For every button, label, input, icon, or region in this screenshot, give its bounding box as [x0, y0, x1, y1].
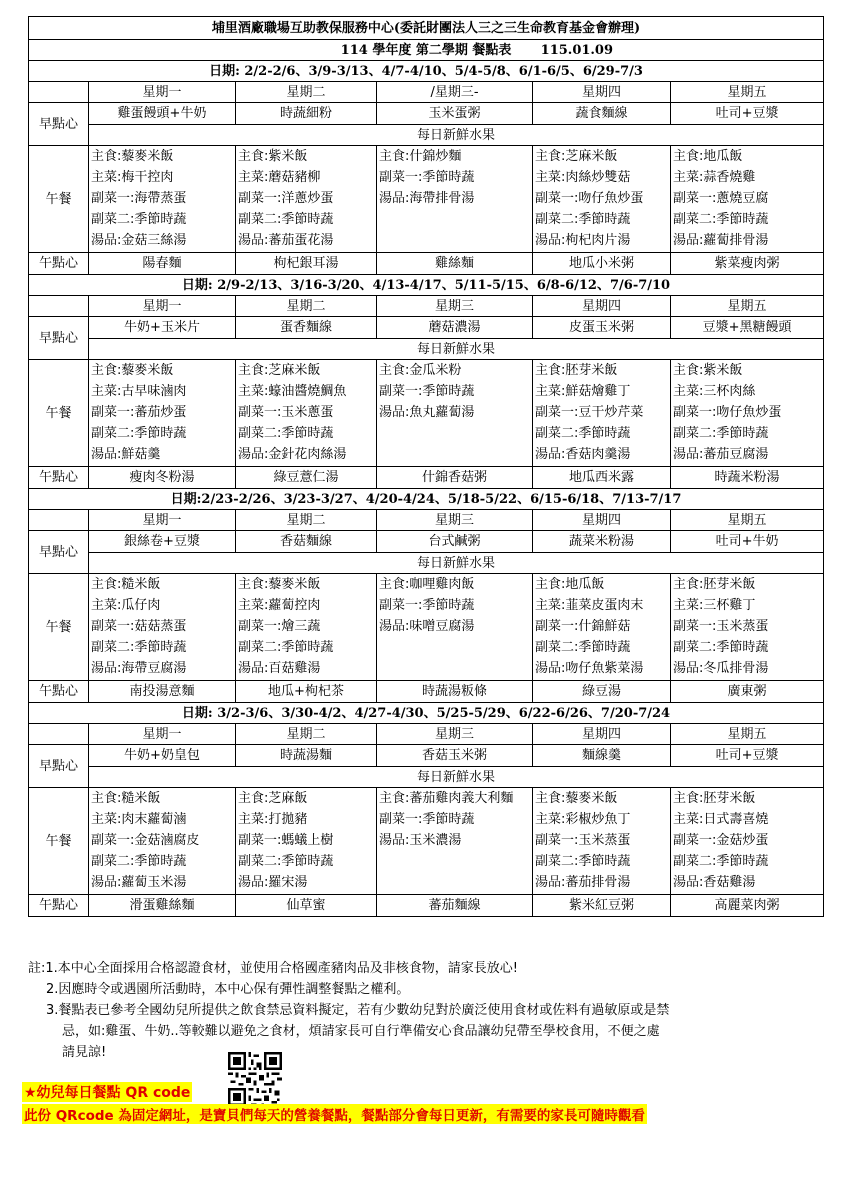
snack-item: 廣東粥: [671, 681, 824, 703]
corner-cell: [29, 724, 89, 745]
lunch-dish: 副菜一:季節時蔬: [379, 384, 475, 399]
breakfast-item: 香菇玉米粥: [377, 745, 533, 767]
lunch-dish: 主菜:肉末蘿蔔滷: [91, 812, 187, 827]
lunch-dish: 副菜一:金菇炒蛋: [673, 833, 769, 848]
lunch-cell: [671, 574, 824, 681]
lunch-dish: 湯品:金針花肉絲湯: [238, 447, 347, 462]
lunch-dish: 主菜:蒜香燒雞: [673, 170, 756, 185]
lunch-label: 午餐: [29, 146, 89, 253]
day-header: /星期三-: [377, 82, 533, 103]
lunch-dish: 副菜一:玉米蒸蛋: [673, 619, 769, 634]
breakfast-item: 吐司+豆漿: [671, 745, 824, 767]
lunch-dish: 主食:地瓜飯: [535, 577, 605, 592]
breakfast-item: 吐司+豆漿: [671, 103, 824, 125]
lunch-dish: 主食:藜麥米飯: [535, 791, 618, 806]
breakfast-item: 時蔬細粉: [236, 103, 377, 125]
day-header: 星期一: [89, 724, 236, 745]
breakfast-item: 吐司+牛奶: [671, 531, 824, 553]
lunch-dish: 主菜:韮菜皮蛋肉末: [535, 598, 644, 613]
lunch-cell: [671, 146, 824, 253]
day-header: 星期四: [533, 296, 671, 317]
lunch-dish: 副菜二:季節時蔬: [238, 426, 334, 441]
snack-item: 綠豆薏仁湯: [236, 467, 377, 489]
snack-item: 陽春麵: [89, 253, 236, 275]
qr-code-icon[interactable]: [228, 1052, 282, 1106]
lunch-dish: 副菜二:季節時蔬: [238, 212, 334, 227]
week-dates: 日期:2/23-2/26、3/23-3/27、4/20-4/24、5/18-5/22、6/15-6/18、7/13-7/17: [29, 489, 824, 510]
lunch-dish: 湯品:蕃茄豆腐湯: [673, 447, 769, 462]
lunch-dish: 副菜二:季節時蔬: [673, 212, 769, 227]
snack-item: 什錦香菇粥: [377, 467, 533, 489]
lunch-dish: 主菜:肉絲炒雙菇: [535, 170, 631, 185]
lunch-dish: 副菜二:季節時蔬: [535, 854, 631, 869]
breakfast-item: 香菇麵線: [236, 531, 377, 553]
lunch-dish: 主食:芝麻米飯: [535, 149, 618, 164]
lunch-cell: [377, 574, 533, 681]
day-header: 星期一: [89, 510, 236, 531]
breakfast-item: 蛋香麵線: [236, 317, 377, 339]
lunch-dish: 主食:胚芽米飯: [535, 363, 618, 378]
lunch-cell: [236, 360, 377, 467]
fruit-row: 每日新鮮水果: [89, 125, 824, 146]
lunch-dish: 主菜:鮮菇燴雞丁: [535, 384, 631, 399]
week-dates: 日期: 2/9-2/13、3/16-3/20、4/13-4/17、5/11-5/15、6/8-6/12、7/6-7/10: [29, 275, 824, 296]
lunch-dish: 湯品:香菇雞湯: [673, 875, 756, 890]
snack-item: 綠豆湯: [533, 681, 671, 703]
snack-item: 蕃茄麵線: [377, 895, 533, 917]
lunch-dish: 主菜:蠔油醬燒鯛魚: [238, 384, 347, 399]
lunch-dish: 湯品:金菇三絲湯: [91, 233, 187, 248]
snack-label: 午點心: [29, 895, 89, 917]
day-header: 星期一: [89, 82, 236, 103]
lunch-dish: 副菜一:吻仔魚炒蛋: [535, 191, 644, 206]
menu-sheet: [28, 16, 823, 917]
lunch-dish: 副菜二:季節時蔬: [673, 854, 769, 869]
snack-item: 時蔬湯粄條: [377, 681, 533, 703]
corner-cell: [29, 510, 89, 531]
breakfast-label: 早點心: [29, 103, 89, 146]
lunch-dish: 主菜:三杯雞丁: [673, 598, 756, 613]
lunch-cell: [377, 360, 533, 467]
snack-item: 地瓜小米粥: [533, 253, 671, 275]
menu-table: [28, 16, 824, 917]
lunch-cell: [671, 788, 824, 895]
breakfast-item: 時蔬湯麵: [236, 745, 377, 767]
lunch-dish: 副菜二:季節時蔬: [91, 640, 187, 655]
lunch-cell: [89, 574, 236, 681]
day-header: 星期二: [236, 724, 377, 745]
lunch-dish: 副菜二:季節時蔬: [535, 640, 631, 655]
lunch-dish: 湯品:香菇肉羹湯: [535, 447, 631, 462]
notes-section: [28, 958, 823, 1063]
lunch-dish: 副菜一:玉米蒸蛋: [535, 833, 631, 848]
lunch-cell: [533, 146, 671, 253]
snack-label: 午點心: [29, 253, 89, 275]
lunch-dish: 副菜一:燴三蔬: [238, 619, 321, 634]
lunch-dish: 主菜:彩椒炒魚丁: [535, 812, 631, 827]
lunch-cell: [89, 146, 236, 253]
day-header: 星期二: [236, 296, 377, 317]
breakfast-item: 麵線羹: [533, 745, 671, 767]
lunch-dish: 副菜一:季節時蔬: [379, 170, 475, 185]
note-3-end: 請見諒!: [62, 1045, 107, 1060]
lunch-dish: 主菜:打拋豬: [238, 812, 308, 827]
breakfast-item: 牛奶+奶皇包: [89, 745, 236, 767]
breakfast-item: 蔬菜米粉湯: [533, 531, 671, 553]
lunch-dish: 副菜一:海帶蒸蛋: [91, 191, 187, 206]
corner-cell: [29, 296, 89, 317]
qr-label: ★幼兒每日餐點 QR code: [22, 1082, 192, 1102]
breakfast-item: 台式鹹粥: [377, 531, 533, 553]
week-dates: 日期: 2/2-2/6、3/9-3/13、4/7-4/10、5/4-5/8、6/1-6/5、6/29-7/3: [29, 61, 824, 82]
lunch-dish: 副菜一:蔥燒豆腐: [673, 191, 769, 206]
note-1: 註:1.本中心全面採用合格認證食材，並使用合格國產豬肉品及非核食物，請家長放心!: [28, 961, 518, 976]
snack-item: 地瓜+枸杞茶: [236, 681, 377, 703]
lunch-dish: 副菜二:季節時蔬: [535, 426, 631, 441]
note-2: 2.因應時令或遇園所活動時，本中心保有彈性調整餐點之權利。: [46, 982, 410, 997]
day-header: 星期五: [671, 296, 824, 317]
snack-item: 瘦肉冬粉湯: [89, 467, 236, 489]
lunch-dish: 副菜二:季節時蔬: [91, 854, 187, 869]
lunch-dish: 主食:紫米飯: [238, 149, 308, 164]
lunch-dish: 主菜:蘿蔔控肉: [238, 598, 321, 613]
note-3: 3.餐點表已參考全國幼兒所提供之飲食禁忌資料擬定，若有少數幼兒對於廣泛使用食材或佐料有過敏原或是禁: [46, 1003, 670, 1018]
snack-item: 南投湯意麵: [89, 681, 236, 703]
lunch-dish: 主食:金瓜米粉: [379, 363, 462, 378]
lunch-dish: 湯品:海帶排骨湯: [379, 191, 475, 206]
snack-item: 枸杞銀耳湯: [236, 253, 377, 275]
lunch-dish: 副菜一:豆干炒芹菜: [535, 405, 644, 420]
lunch-dish: 主食:胚芽米飯: [673, 577, 756, 592]
snack-item: 雞絲麵: [377, 253, 533, 275]
snack-item: 仙草蜜: [236, 895, 377, 917]
snack-item: 滑蛋雞絲麵: [89, 895, 236, 917]
breakfast-item: 蘑菇濃湯: [377, 317, 533, 339]
lunch-dish: 主食:藜麥米飯: [91, 363, 174, 378]
lunch-dish: 主食:芝麻飯: [238, 791, 308, 806]
lunch-cell: [89, 360, 236, 467]
lunch-dish: 主菜:日式壽喜燒: [673, 812, 769, 827]
lunch-cell: [236, 146, 377, 253]
lunch-label: 午餐: [29, 574, 89, 681]
lunch-dish: 副菜二:季節時蔬: [535, 212, 631, 227]
fruit-row: 每日新鮮水果: [89, 767, 824, 788]
lunch-cell: [89, 788, 236, 895]
lunch-dish: 湯品:玉米濃湯: [379, 833, 462, 848]
breakfast-item: 雞蛋饅頭+牛奶: [89, 103, 236, 125]
lunch-dish: 湯品:百菇雞湯: [238, 661, 321, 676]
lunch-dish: 主食:地瓜飯: [673, 149, 743, 164]
lunch-cell: [533, 360, 671, 467]
lunch-dish: 湯品:枸杞肉片湯: [535, 233, 631, 248]
lunch-dish: 湯品:吻仔魚紫菜湯: [535, 661, 644, 676]
lunch-dish: 副菜一:季節時蔬: [379, 812, 475, 827]
snack-label: 午點心: [29, 467, 89, 489]
lunch-dish: 湯品:羅宋湯: [238, 875, 308, 890]
lunch-dish: 副菜二:季節時蔬: [238, 640, 334, 655]
fruit-row: 每日新鮮水果: [89, 339, 824, 360]
lunch-cell: [533, 574, 671, 681]
lunch-dish: 湯品:蕃茄蛋花湯: [238, 233, 334, 248]
lunch-cell: [377, 146, 533, 253]
lunch-dish: 主菜:梅干控肉: [91, 170, 174, 185]
lunch-dish: 主食:什錦炒麵: [379, 149, 462, 164]
day-header: 星期四: [533, 510, 671, 531]
issue-date: 115.01.09: [540, 42, 614, 58]
lunch-cell: [236, 574, 377, 681]
day-header: 星期四: [533, 724, 671, 745]
lunch-dish: 副菜一:洋蔥炒蛋: [238, 191, 334, 206]
breakfast-item: 皮蛋玉米粥: [533, 317, 671, 339]
day-header: 星期三: [377, 510, 533, 531]
lunch-dish: 湯品:鮮菇羹: [91, 447, 161, 462]
lunch-dish: 副菜一:金菇滷腐皮: [91, 833, 200, 848]
lunch-dish: 湯品:魚丸蘿蔔湯: [379, 405, 475, 420]
lunch-dish: 湯品:蘿蔔排骨湯: [673, 233, 769, 248]
breakfast-label: 早點心: [29, 317, 89, 360]
lunch-dish: 主菜:蘑菇豬柳: [238, 170, 321, 185]
snack-item: 紫米紅豆粥: [533, 895, 671, 917]
lunch-dish: 主菜:瓜仔肉: [91, 598, 161, 613]
day-header: 星期三: [377, 724, 533, 745]
lunch-dish: 主食:芝麻米飯: [238, 363, 321, 378]
lunch-dish: 湯品:味噌豆腐湯: [379, 619, 475, 634]
term-title: 114 學年度 第二學期 餐點表: [340, 42, 512, 58]
corner-cell: [29, 82, 89, 103]
lunch-dish: 主食:蕃茄雞肉義大利麵: [379, 791, 514, 806]
lunch-label: 午餐: [29, 788, 89, 895]
snack-item: 時蔬米粉湯: [671, 467, 824, 489]
breakfast-item: 蔬食麵線: [533, 103, 671, 125]
lunch-cell: [377, 788, 533, 895]
page-title: 埔里酒廠職場互助教保服務中心(委託財團法人三之三生命教育基金會辦理): [29, 17, 824, 40]
lunch-dish: 副菜一:吻仔魚炒蛋: [673, 405, 782, 420]
day-header: 星期五: [671, 82, 824, 103]
lunch-dish: 副菜一:什錦鮮菇: [535, 619, 631, 634]
lunch-dish: 主食:藜麥米飯: [238, 577, 321, 592]
snack-item: 高麗菜肉粥: [671, 895, 824, 917]
day-header: 星期一: [89, 296, 236, 317]
breakfast-label: 早點心: [29, 531, 89, 574]
snack-item: 地瓜西米露: [533, 467, 671, 489]
lunch-cell: [671, 360, 824, 467]
lunch-dish: 湯品:蘿蔔玉米湯: [91, 875, 187, 890]
lunch-dish: 主菜:古早味滷肉: [91, 384, 187, 399]
lunch-dish: 副菜一:菇菇蒸蛋: [91, 619, 187, 634]
breakfast-item: 豆漿+黑糖饅頭: [671, 317, 824, 339]
snack-item: 紫菜瘦肉粥: [671, 253, 824, 275]
day-header: 星期四: [533, 82, 671, 103]
lunch-dish: 副菜一:玉米蔥蛋: [238, 405, 334, 420]
lunch-cell: [236, 788, 377, 895]
fruit-row: 每日新鮮水果: [89, 553, 824, 574]
lunch-dish: 湯品:冬瓜排骨湯: [673, 661, 769, 676]
lunch-dish: 副菜一:螞蟻上樹: [238, 833, 334, 848]
lunch-dish: 主菜:三杯肉絲: [673, 384, 756, 399]
breakfast-label: 早點心: [29, 745, 89, 788]
lunch-dish: 副菜二:季節時蔬: [91, 212, 187, 227]
qr-description: 此份 QRcode 為固定網址，是寶貝們每天的營養餐點，餐點部分會每日更新，有需要的家長可隨時觀看: [22, 1104, 647, 1124]
lunch-dish: 主食:糙米飯: [91, 577, 161, 592]
note-3-cont: 忌，如:雞蛋、牛奶..等較難以避免之食材，煩請家長可自行準備安心食品讓幼兒帶至學校食用，不便之處: [62, 1024, 660, 1039]
lunch-dish: 副菜一:蕃茄炒蛋: [91, 405, 187, 420]
day-header: 星期三: [377, 296, 533, 317]
breakfast-item: 牛奶+玉米片: [89, 317, 236, 339]
lunch-cell: [533, 788, 671, 895]
lunch-dish: 副菜二:季節時蔬: [673, 426, 769, 441]
day-header: 星期五: [671, 510, 824, 531]
lunch-dish: 主食:糙米飯: [91, 791, 161, 806]
lunch-dish: 副菜二:季節時蔬: [91, 426, 187, 441]
week-dates: 日期: 3/2-3/6、3/30-4/2、4/27-4/30、5/25-5/29、6/22-6/26、7/20-7/24: [29, 703, 824, 724]
term-header: [29, 40, 824, 61]
lunch-label: 午餐: [29, 360, 89, 467]
lunch-dish: 主食:咖哩雞肉飯: [379, 577, 475, 592]
lunch-dish: 主食:紫米飯: [673, 363, 743, 378]
breakfast-item: 銀絲卷+豆漿: [89, 531, 236, 553]
lunch-dish: 副菜二:季節時蔬: [238, 854, 334, 869]
day-header: 星期二: [236, 82, 377, 103]
lunch-dish: 副菜一:季節時蔬: [379, 598, 475, 613]
snack-label: 午點心: [29, 681, 89, 703]
lunch-dish: 湯品:蕃茄排骨湯: [535, 875, 631, 890]
breakfast-item: 玉米蛋粥: [377, 103, 533, 125]
lunch-dish: 主食:藜麥米飯: [91, 149, 174, 164]
day-header: 星期五: [671, 724, 824, 745]
lunch-dish: 主食:胚芽米飯: [673, 791, 756, 806]
lunch-dish: 副菜二:季節時蔬: [673, 640, 769, 655]
lunch-dish: 湯品:海帶豆腐湯: [91, 661, 187, 676]
day-header: 星期二: [236, 510, 377, 531]
